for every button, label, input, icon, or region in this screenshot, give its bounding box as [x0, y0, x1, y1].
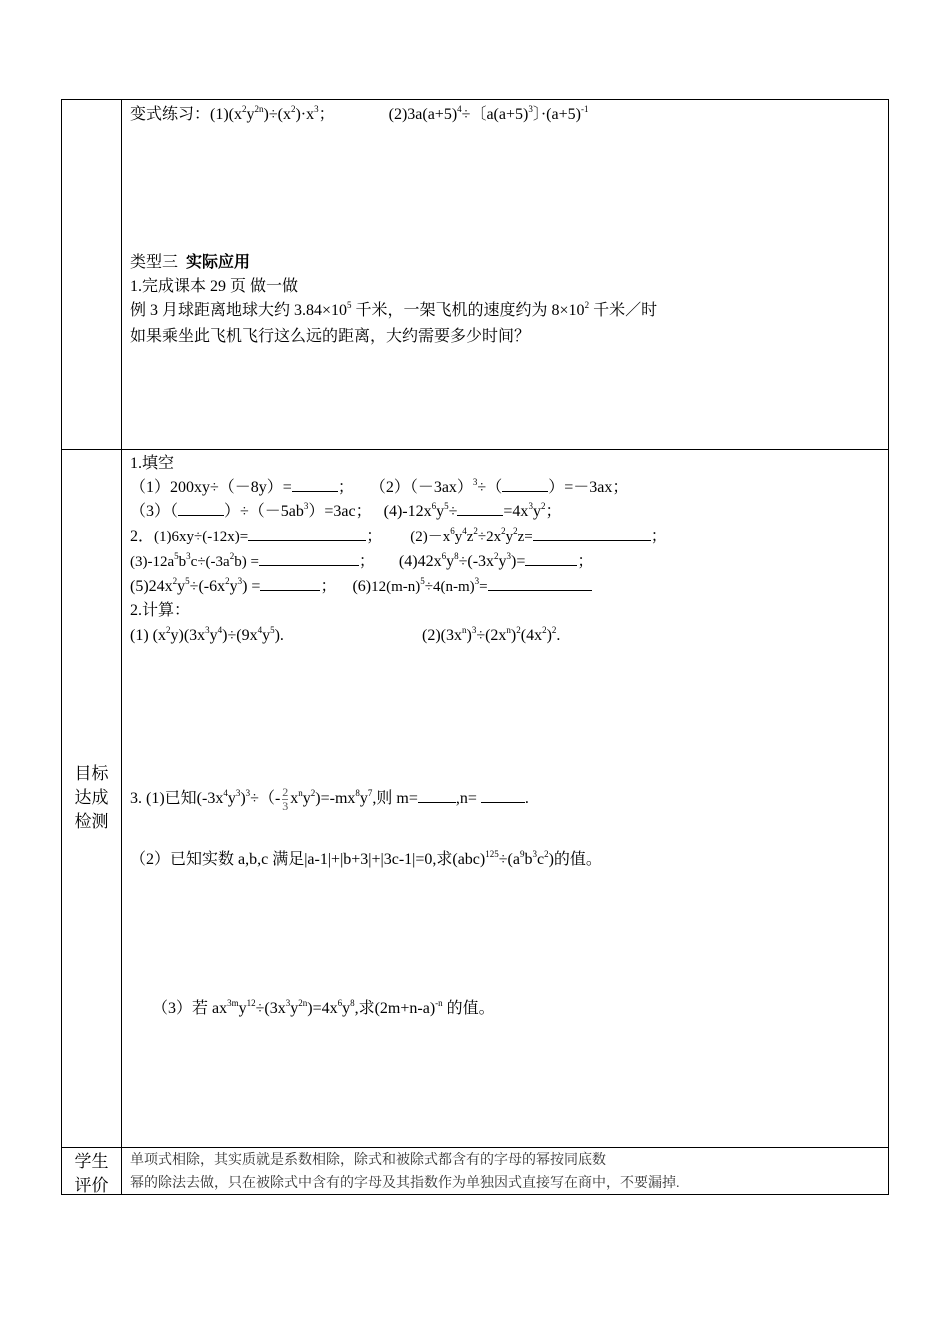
fill-1: （1）200xy÷（－8y）= ； $(2)(-3ax)^3\div$（ ）=－3ax；: [130, 477, 629, 496]
calc-1: (1) $(x^2y)(3x^3y^4)\div(9x^4y^5)$.: [130, 625, 284, 644]
question-3-3: （3）若 $ax^{3m}y^{12}\div(3x^3y^{2n})=4x^6y^8$,求$(2m+n-a)^{-n}$ 的值。: [152, 998, 495, 1017]
question-3-1: 3. (1)已知$(-3x^4y^3)^3\div(-$ $\frac{2}{3}$ $x^ny^2)=-mx^8y^7$,则 m= ,n= .: [130, 785, 529, 813]
row2-label: 目标 达成 检测: [74, 764, 109, 831]
row-divider: [62, 1147, 888, 1148]
calc-2: $(2)(3x^n)^3\div(2x^n)^2(4x^2)^2$.: [422, 625, 561, 644]
lesson-table: [61, 99, 889, 1195]
fill-3: 2．(1)6xy÷(-12x)= ； $(2)-x^6y^4z^2\div 2x^2y^2z=$ ；: [130, 526, 667, 545]
type3-heading: 类型三 实际应用: [130, 254, 251, 271]
row3-label: 学生 评价: [74, 1152, 109, 1195]
example3-line2: 如果乘坐此飞机飞行这么远的距离，大约需要多少时间？: [130, 328, 531, 345]
fill-title: 1.填空: [130, 455, 175, 472]
column-divider: [121, 100, 122, 1194]
evaluation-line2: 幂的除法去做，只在被除式中含有的字母及其指数作为单独因式直接写在商中，不要漏掉.: [130, 1176, 680, 1191]
example3-line1: 例 3 月球距离地球大约 $3.84\times 10^5$ 千米，一架飞机的速度约为 $8\times 10^2$ 千米／时: [130, 300, 658, 319]
fill-2: （3）（ ）$\div(-5ab^3)=3ac$； $(4)-12x^6y^5\div =4x^3y^2$；: [130, 501, 562, 520]
exercise-line: 变式练习：$(1)(x^2y^{2n})\div(x^2)\cdot x^3$； $(2)3a(a+5)^4\div$〔$a(a+5)^3$〕$\cdot(a+5)^{-1}$: [130, 104, 589, 123]
row-divider: [62, 449, 888, 450]
calc-title: 2.计算：: [130, 602, 191, 619]
evaluation-line1: 单项式相除，其实质就是系数相除，除式和被除式都含有的字母的幂按同底数: [130, 1153, 606, 1168]
exercise-label: 变式练习：: [130, 106, 211, 123]
fill-4: $(3)-12a^5b^3c\div(-3a^2b)$ = ； $(4)42x^6y^8\div(-3x^2y^3)=$ ；: [130, 551, 594, 570]
task1: 1.完成课本 29 页 做一做: [130, 278, 299, 295]
question-3-2: （2）已知实数 a,b,c 满足|a-1|+|b+3|+|3c-1|=0,求$(abc)^{125}\div(a^9b^3c^2)$的值。: [130, 849, 602, 868]
fraction: $\frac{2}{3}$: [282, 785, 289, 813]
fill-5: $(5)24x^2y^5\div(-6x^2y^3)$ = ； $(6)12(m-n)^5\div 4(n-m)^3=$: [130, 576, 592, 597]
